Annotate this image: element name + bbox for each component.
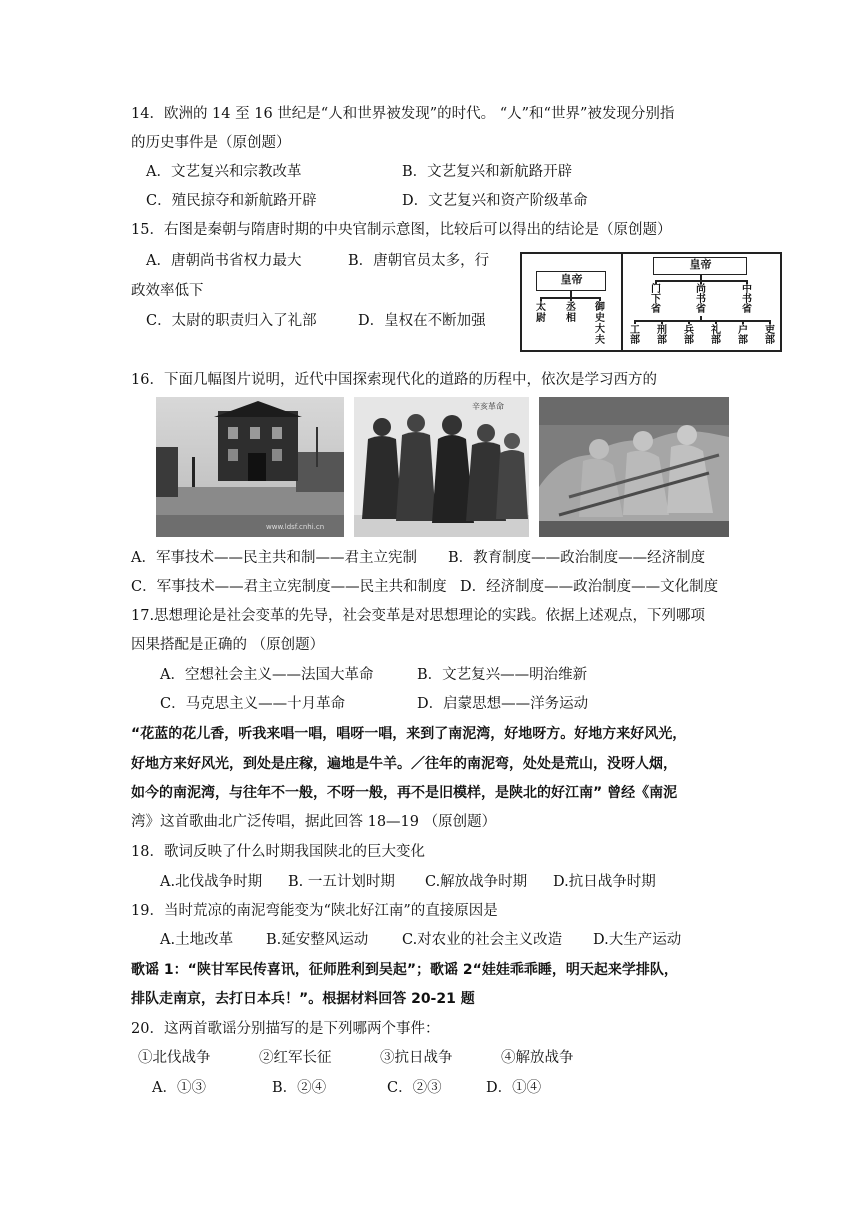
song-passage-line4: 湾》这首歌曲北广泛传唱，据此回答 18—19 （原创题） [131, 814, 497, 830]
qin-emperor-label: 皇帝 [560, 273, 583, 286]
q15-option-b: B．唐朝官员太多，行 [348, 253, 490, 269]
q15-option-a: A．唐朝尚书省权力最大 [146, 253, 302, 269]
q19-stem: 19．当时荒凉的南泥弯能变为“陕北好江南”的直接原因是 [131, 903, 498, 919]
q17-option-b: B．文艺复兴——明治维新 [417, 667, 588, 683]
tang-province-menxia: 门下省 [651, 284, 661, 315]
q16-option-c: C．军事技术——君主立宪制度——民主共和制度 [131, 579, 447, 595]
arsenal-photo [156, 397, 344, 537]
q19-option-b: B.延安整风运动 [266, 932, 369, 948]
q19-option-c: C.对农业的社会主义改造 [402, 932, 563, 948]
xinhai-revolution-illustration [354, 397, 529, 537]
q14-stem-line1: 14．欧洲的 14 至 16 世纪是“人和世界被发现”的时代。 “人”和“世界”被发现分别指 [131, 106, 675, 122]
q14-option-b: B．文艺复兴和新航路开辟 [402, 164, 573, 180]
q20-item-4: ④解放战争 [501, 1050, 574, 1066]
song-passage-line1: “花蓝的花儿香，听我来唱一唱，唱呀一唱，来到了南泥湾，好地呀方。好地方来好风光， [131, 726, 687, 742]
q19-option-d: D.大生产运动 [593, 932, 682, 948]
tang-ministry-li: 礼部 [711, 325, 721, 346]
q18-stem: 18．歌词反映了什么时期我国陕北的巨大变化 [131, 844, 425, 860]
q20-option-a: A．①③ [152, 1080, 206, 1096]
tang-ministry-gong: 工部 [630, 325, 640, 346]
q16-option-d: D．经济制度——政治制度——文化制度 [460, 579, 719, 595]
q16-option-b: B．教育制度——政治制度——经济制度 [448, 550, 706, 566]
q20-option-c: C．②③ [387, 1080, 442, 1096]
q18-option-c: C.解放战争时期 [425, 874, 528, 890]
q20-item-3: ③抗日战争 [380, 1050, 453, 1066]
q20-option-d: D．①④ [486, 1080, 542, 1096]
q16-option-a: A．军事技术——民主共和制——君主立宪制 [131, 550, 417, 566]
tang-ministry-bing: 兵部 [684, 325, 694, 346]
q18-option-d: D.抗日战争时期 [553, 874, 656, 890]
qin-official-yushidafu: 御史大夫 [595, 302, 605, 346]
tang-ministry-li-official: 吏部 [765, 325, 775, 346]
q16-stem: 16．下面几幅图片说明，近代中国探索现代化的道路的历程中，依次是学习西方的 [131, 372, 657, 388]
relief-sculpture-photo [539, 397, 729, 537]
q15-stem: 15．右图是秦朝与隋唐时期的中央官制示意图，比较后可以得出的结论是（原创题） [131, 222, 672, 238]
q20-stem: 20．这两首歌谣分别描写的是下列哪两个事件： [131, 1021, 440, 1037]
q17-option-c: C．马克思主义——十月革命 [160, 696, 346, 712]
q14-stem-line2: 的历史事件是（原创题） [131, 135, 291, 151]
tang-province-shangshu: 尚书省 [696, 284, 706, 315]
q14-option-a: A．文艺复兴和宗教改革 [146, 164, 302, 180]
arsenal-photo-watermark: www.ldsf.cnhi.cn [266, 523, 325, 531]
tang-ministry-xing: 刑部 [657, 325, 667, 346]
song-passage-line3: 如今的南泥湾，与往年不一般，不呀一般，再不是旧模样，是陕北的好江南” 曾经《南泥 [131, 785, 678, 801]
q15-option-d: D．皇权在不断加强 [358, 313, 486, 329]
song-passage-line2: 好地方来好风光，到处是庄稼，遍地是牛羊。／往年的南泥弯，处处是荒山，没呀人烟， [131, 756, 677, 772]
tang-ministry-hu: 户部 [738, 325, 748, 346]
q17-stem-line2: 因果搭配是正确的 （原创题） [131, 637, 325, 653]
ballad-passage-line1: 歌谣 1：“陕甘军民传喜讯，征师胜利到吴起”；歌谣 2“娃娃乖乖睡，明天起来学排队， [131, 962, 678, 978]
q14-option-d: D．文艺复兴和资产阶级革命 [402, 193, 588, 209]
tang-province-zhongshu: 中书省 [742, 284, 752, 315]
q17-option-d: D．启蒙思想——洋务运动 [417, 696, 589, 712]
q18-option-a: A.北伐战争时期 [160, 874, 263, 890]
q19-option-a: A.土地改革 [160, 932, 234, 948]
q15-bureaucracy-diagram [520, 252, 782, 352]
q17-stem-line1: 17.思想理论是社会变革的先导，社会变革是对思想理论的实践。依据上述观点，下列哪项 [131, 608, 706, 624]
q20-item-1: ①北伐战争 [138, 1050, 211, 1066]
q15-option-c: C．太尉的职责归入了礼部 [146, 313, 317, 329]
qin-official-taiwei: 太尉 [536, 302, 546, 324]
q18-option-b: B. 一五计划时期 [288, 874, 395, 890]
q20-item-2: ②红军长征 [259, 1050, 332, 1066]
q15-option-b-cont: 政效率低下 [131, 283, 204, 299]
ballad-passage-line2: 排队走南京，去打日本兵！”。根据材料回答 20-21 题 [131, 991, 475, 1007]
qin-official-chengxiang: 丞相 [566, 302, 576, 324]
q20-option-b: B．②④ [272, 1080, 327, 1096]
q14-option-c: C．殖民掠夺和新航路开辟 [146, 193, 317, 209]
tang-emperor-label: 皇帝 [689, 258, 712, 271]
illustration-caption: 辛亥革命 [472, 402, 504, 411]
q17-option-a: A．空想社会主义——法国大革命 [160, 667, 374, 683]
